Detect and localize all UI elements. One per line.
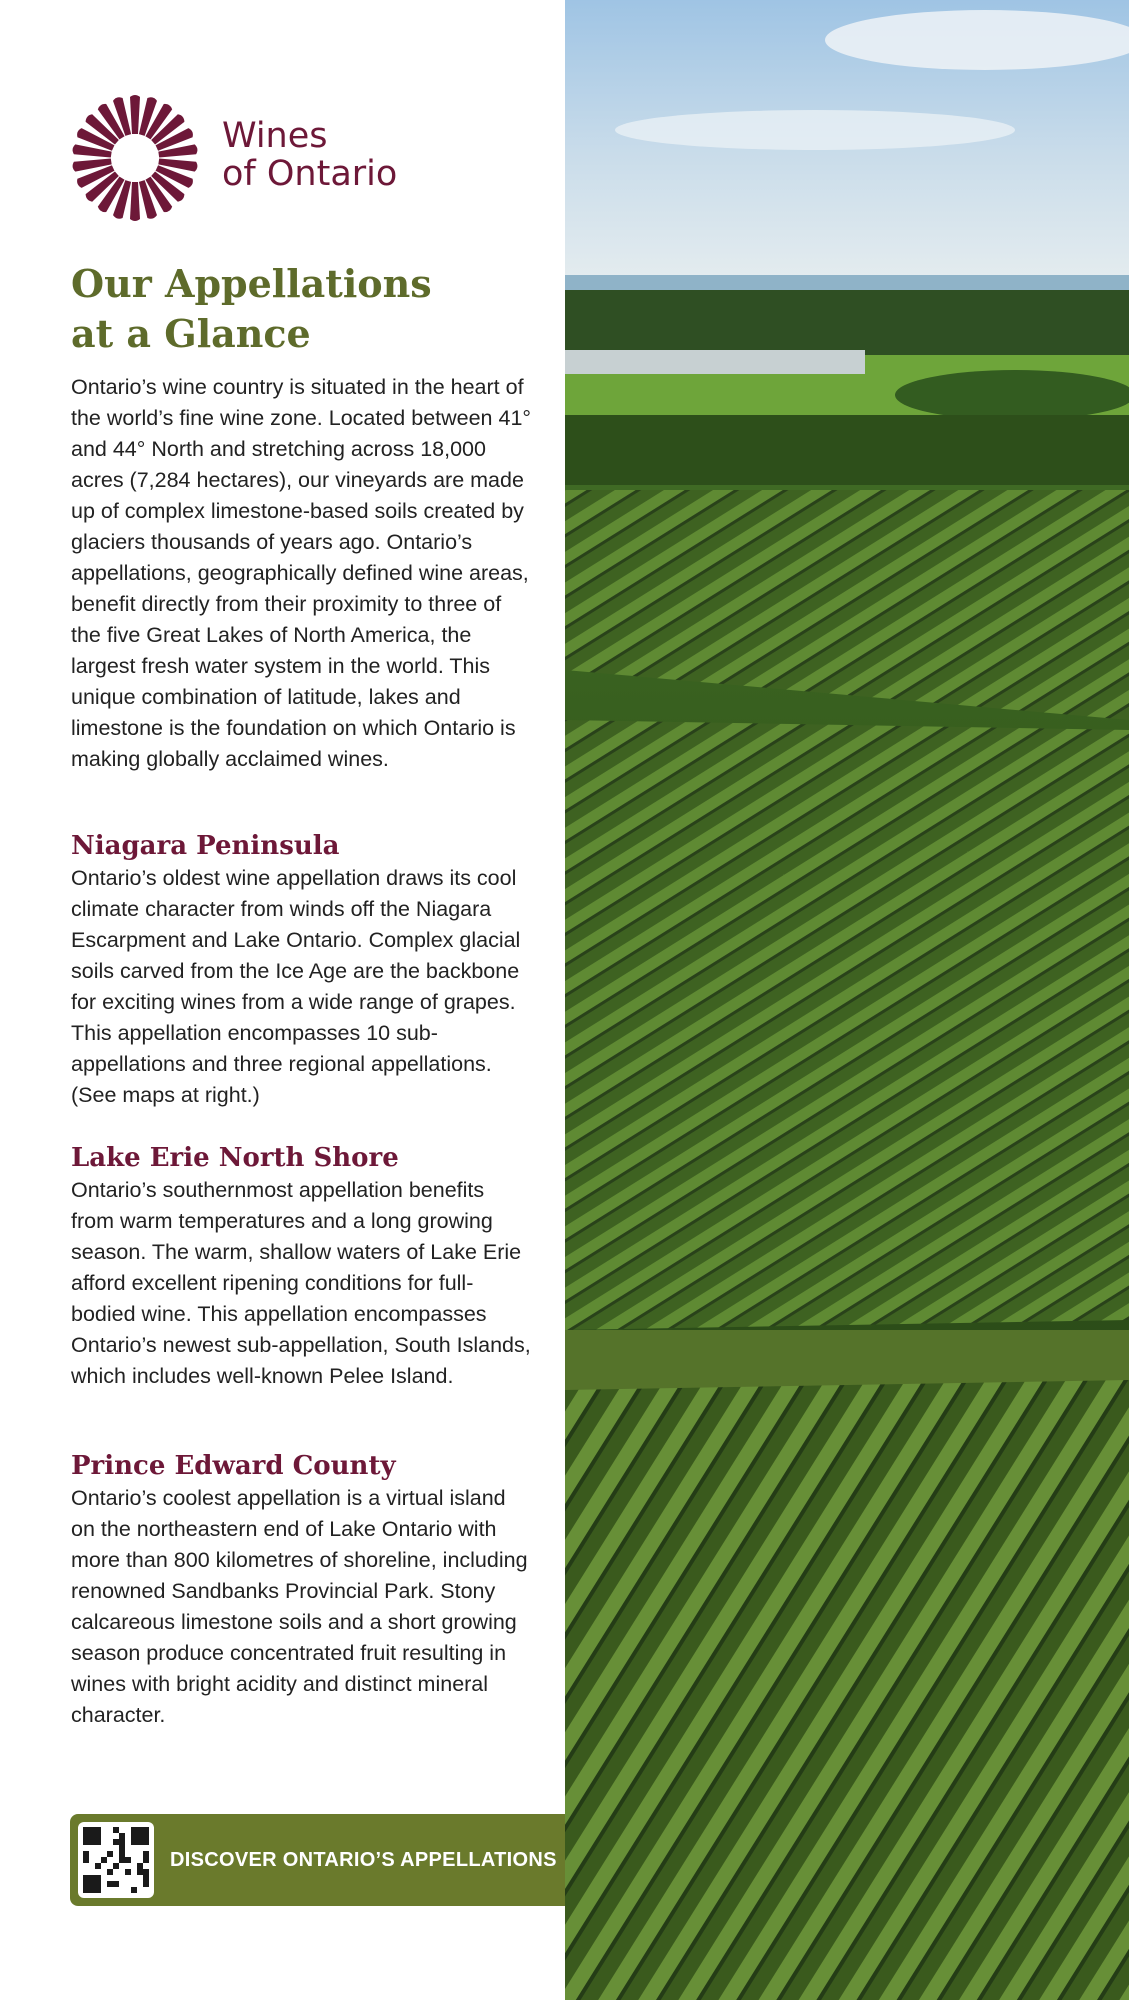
- grass-lane: [565, 1330, 1129, 1390]
- qr-cell: [119, 1857, 125, 1863]
- section-heading: Prince Edward County: [71, 1451, 396, 1481]
- section-heading: Lake Erie North Shore: [71, 1143, 399, 1173]
- tree-cluster: [895, 370, 1129, 420]
- qr-cell: [125, 1869, 131, 1875]
- qr-finder: [83, 1875, 101, 1893]
- qr-cell: [101, 1857, 107, 1863]
- qr-cell: [143, 1869, 149, 1875]
- section-body: Ontario’s oldest wine appellation draws its cool climate character from winds off the Niagara Escarpment and Lake Ontario. Complex glacial soils carved from the Ice Age are the backbone for exciting wines from a wide range of grapes. This appellation encompasses 10 sub-appellations and three regional appellations. (See maps at right.): [71, 866, 521, 1107]
- qr-cell: [83, 1851, 89, 1857]
- qr-cell: [119, 1845, 125, 1851]
- qr-cell: [113, 1839, 119, 1845]
- qr-cell: [107, 1881, 113, 1887]
- qr-code-graphic: [83, 1827, 149, 1893]
- qr-cell: [137, 1863, 143, 1869]
- qr-cell: [119, 1839, 125, 1845]
- qr-cell: [113, 1881, 119, 1887]
- vineyard-block: [565, 720, 1129, 1330]
- wines-of-ontario-logo[interactable]: [70, 93, 450, 223]
- qr-cell: [119, 1833, 125, 1839]
- qr-cell: [95, 1863, 101, 1869]
- section-prince-edward-county: [71, 1449, 531, 1731]
- vineyard-aerial-photo: [565, 0, 1129, 2000]
- vineyard-block: [565, 1380, 1129, 2000]
- logo-petal: [130, 95, 140, 134]
- qr-finder: [83, 1827, 101, 1845]
- cta-label: DISCOVER ONTARIO’S APPELLATIONS: [170, 1849, 557, 1871]
- qr-cell: [137, 1869, 143, 1875]
- section-niagara-peninsula: [71, 829, 531, 1111]
- greenhouse: [565, 350, 865, 374]
- qr-cell: [143, 1881, 149, 1887]
- page-title: [71, 259, 551, 359]
- page-title-line1: Our Appellations: [71, 261, 432, 306]
- hedgerow: [565, 415, 1129, 490]
- brand-name: [222, 117, 397, 193]
- logo-petal: [130, 182, 140, 221]
- section-body: Ontario’s southernmost appellation benefits from warm temperatures and a long growing season. The warm, shallow waters of Lake Erie afford excellent ripening conditions for full-bodied wine. This appellation encompasses Ontario’s newest sub-appellation, South Islands, which includes well-known Pelee Island.: [71, 1178, 531, 1388]
- section-body: Ontario’s coolest appellation is a virtual island on the northeastern end of Lake Ontario with more than 800 kilometres of shoreline, including renowned Sandbanks Provincial Park. Stony calcareous limestone soils and a short growing season produce concentrated fruit resulting in wines with bright acidity and distinct mineral character.: [71, 1486, 528, 1727]
- tree-line: [565, 290, 1129, 360]
- brand-name-line1: Wines: [222, 116, 328, 156]
- qr-cell: [119, 1851, 125, 1857]
- page-title-line2: at a Glance: [71, 311, 311, 356]
- qr-cell: [143, 1875, 149, 1881]
- qr-cell: [83, 1857, 89, 1863]
- section-lake-erie-north-shore: [71, 1141, 531, 1392]
- qr-cell: [143, 1851, 149, 1857]
- qr-cell: [107, 1869, 113, 1875]
- qr-cell: [113, 1827, 119, 1833]
- brand-name-line2: of Ontario: [222, 154, 398, 194]
- qr-code-icon[interactable]: [78, 1822, 154, 1898]
- section-heading: Niagara Peninsula: [71, 831, 340, 861]
- cloud: [615, 110, 1015, 150]
- qr-cell: [131, 1887, 137, 1893]
- qr-cell: [113, 1863, 119, 1869]
- intro-paragraph: Ontario’s wine country is situated in the heart of the world’s fine wine zone. Located between 41° and 44° North and stretching across 18,000 acres (7,284 hectares), our vineyards are made up of complex limestone-based soils created by glaciers thousands of years ago. Ontario’s appellations, geographically defined wine areas, benefit directly from their proximity to three of the five Great Lakes of North America, the largest fresh water system in the world. This unique combination of latitude, lakes and limestone is the foundation on which Ontario is making globally acclaimed wines.: [71, 375, 532, 771]
- qr-cell: [107, 1851, 113, 1857]
- discover-appellations-button[interactable]: [70, 1814, 565, 1906]
- qr-cell: [143, 1857, 149, 1863]
- sunburst-grape-logo-icon: [70, 93, 200, 223]
- qr-finder: [131, 1827, 149, 1845]
- qr-cell: [125, 1857, 131, 1863]
